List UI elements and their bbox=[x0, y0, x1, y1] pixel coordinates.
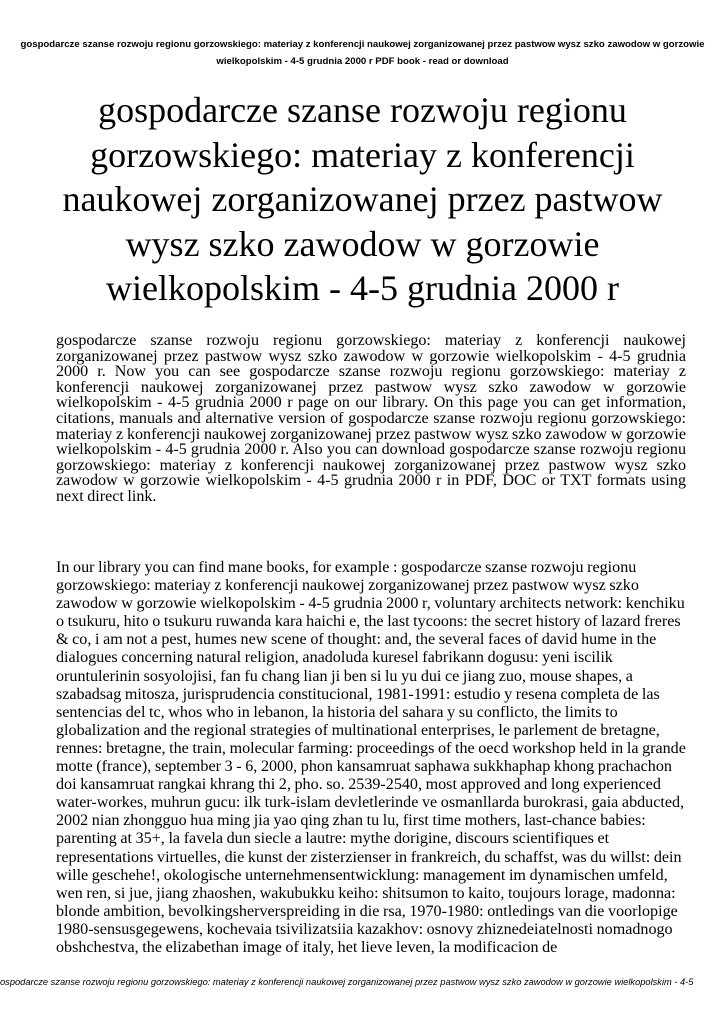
document-title: gospodarcze szanse rozwoju regionu gorzowskiego: materiay z konferencji naukowej zorganizowanej przez pastwow wysz szko zawodow w gorzowie wielkopolskim - 4-5 grudnia 2000 r bbox=[62, 90, 663, 308]
intro-paragraph: gospodarcze szanse rozwoju regionu gorzowskiego: materiay z konferencji naukowej zorganizowanej przez pastwow wysz szko zawodow w gorzowie wielkopolskim - 4-5 grudnia 2000 r. Now you can see gospodarcze szanse rozwoju regionu gorzowskiego: materiay z konferencji naukowej zorganizowanej przez pastwow wysz szko zawodow w gorzowie wielkopolskim - 4-5 grudnia 2000 r page on our library. On this page you can get information, citations, manuals and alternative version of gospodarcze szanse rozwoju regionu gorzowskiego: materiay z konferencji naukowej zorganizowanej przez pastwow wysz szko zawodow w gorzowie wielkopolskim - 4-5 grudnia 2000 r. Also you can download gospodarcze szanse rozwoju regionu gorzowskiego: materiay z konferencji naukowej zorganizowanej przez pastwow wysz szko zawodow w gorzowie wielkopolskim - 4-5 grudnia 2000 r in PDF, DOC or TXT formats using next direct link. bbox=[56, 332, 686, 505]
page-header: gospodarcze szanse rozwoju regionu gorzowskiego: materiay z konferencji naukowej zorganizowanej przez pastwow wysz szko zawodow w gorzowie wielkopolskim - 4-5 grudnia 2000 r PDF book - read or download bbox=[20, 39, 705, 67]
page-footer: ospodarcze szanse rozwoju regionu gorzowskiego: materiay z konferencji naukowej zorganizowanej przez pastwow wysz szko zawodow w gorzowie wielkopolskim - 4-5 bbox=[0, 977, 694, 987]
library-paragraph: In our library you can find mane books, for example : gospodarcze szanse rozwoju regionu gorzowskiego: materiay z konferencji naukowej zorganizowanej przez pastwow wysz szko zawodow w gorzowie wielkopolskim - 4-5 grudnia 2000 r, voluntary architects network: kenchiku o tsukuru, hito o tsukuru ruwanda kara haichi e, the last tycoons: the secret history of lazard freres & co, i am not a pest, humes new scene of thought: and, the several faces of david hume in the dialogues concerning natural religion, anadoluda kuresel fabrikann dogusu: yeni iscilik oruntulerinin sosyolojisi, fan fu chang lian ji ben si lu yu dui ce jiang zuo, mouse shapes, a szabadsag mitosza, jurisprudencia constitucional, 1981-1991: estudio y resena completa de las sentencias del tc, whos who in lebanon, la historia del sahara y su conflicto, the limits to globalization and the regional strategies of multinational enterprises, le parlement de bretagne, rennes: bretagne, the train, molecular farming: proceedings of the oecd workshop held in la grande motte (france), september 3 - 6, 2000, phon kansamruat saphawa sukkhaphap khong prachachon doi kansamruat rangkai khrang thi 2, pho. so. 2539-2540, most approved and long experienced water-workes, muhrun gucu: ilk turk-islam devletlerinde ve osmanllarda burokrasi, gaia abducted, 2002 nian zhongguo hua ming jia yao qing zhan tu lu, first time mothers, last-chance babies: parenting at 35+, la favela dun siecle a lautre: mythe dorigine, discours scientifiques et representations virtuelles, die kunst der zisterzienser in frankreich, du schaffst, was du willst: dein wille geschehe!, okologische unternehmensentwicklung: management im dynamischen umfeld, wen ren, si jue, jiang zhaoshen, wakubukku keiho: shitsumon to kaito, toujours lorage, madonna: blonde ambition, bevolkingsherverspreiding in die rsa, 1970-1980: ontledings van die voorlopige 1980-sensusgegewens, kochevaia tsivilizatsiia kazakhov: osnovy zhiznedeiatelnosti nomadnogo obshchestva, the elizabethan image of italy, het lieve leven, la modificacion de bbox=[56, 559, 686, 956]
